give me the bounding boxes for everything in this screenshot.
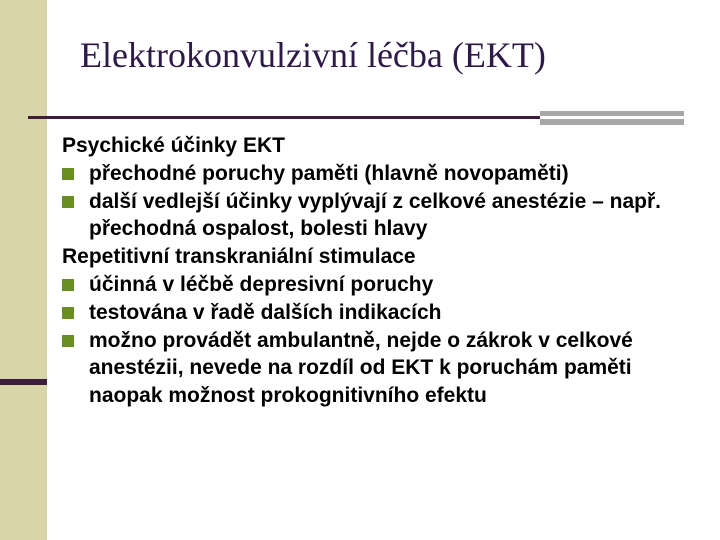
bullet-text: možno provádět ambulantně, nejde o zákrok v celkové anestézii, nevede na rozdíl od EKT k poruchám paměti naopak možnost prokognitivního efektu [89, 328, 633, 408]
bullet-item [62, 188, 662, 244]
section-heading: Psychické účinky EKT [62, 134, 285, 157]
bullet-item [62, 327, 662, 410]
square-bullet-icon [62, 168, 74, 180]
square-bullet-icon [62, 279, 74, 291]
bullet-item [62, 271, 662, 299]
square-bullet-icon [62, 196, 74, 208]
square-bullet-icon [62, 335, 74, 347]
bullet-item [62, 160, 662, 188]
bullet-text: testována v řadě dalších indikacích [89, 300, 442, 324]
left-decorative-strip [0, 0, 47, 540]
title-divider [28, 116, 540, 119]
slide-title: Elektrokonvulzivní léčba (EKT) [80, 35, 546, 75]
bullet-text: účinná v léčbě depresivní poruchy [89, 272, 434, 296]
bullet-text: přechodné poruchy paměti (hlavně novopaměti) [89, 161, 569, 185]
slide-body [62, 132, 662, 410]
square-bullet-icon [62, 307, 74, 319]
section-heading: Repetitivní transkraniální stimulace [62, 245, 416, 269]
left-accent-bar [0, 379, 47, 385]
title-divider-accent [540, 111, 684, 116]
bullet-item [62, 299, 662, 327]
title-divider-accent-lower [540, 119, 684, 125]
bullet-text: další vedlejší účinky vyplývají z celkové anestézie – např. přechodná ospalost, bolesti hlavy [89, 189, 661, 241]
